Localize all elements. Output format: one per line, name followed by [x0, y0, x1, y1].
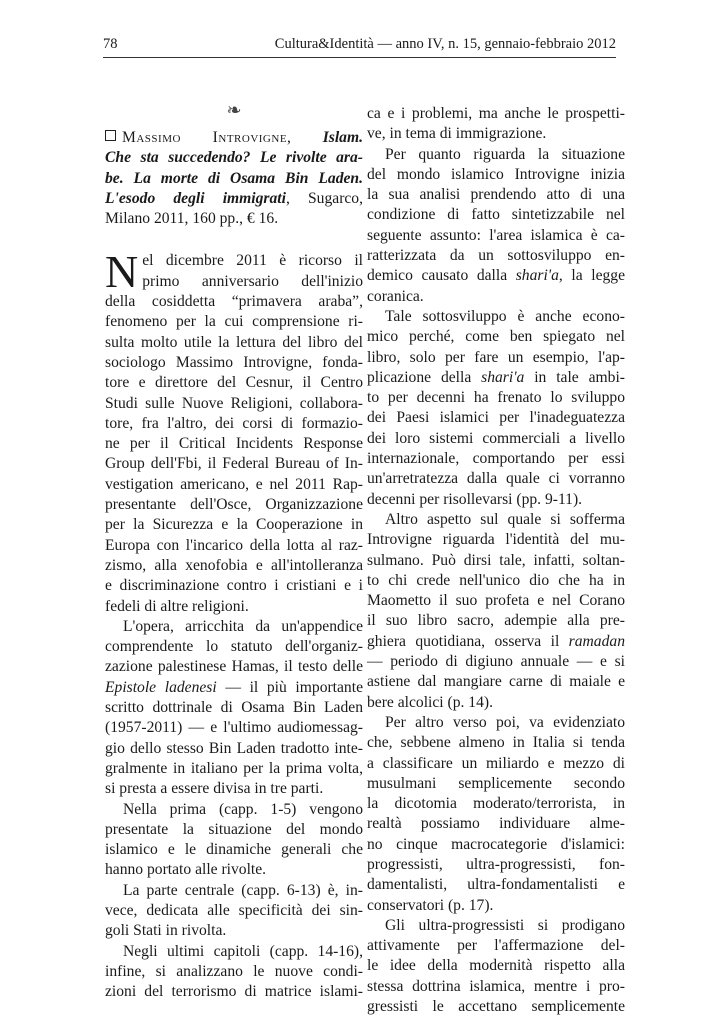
text-line: scritto dottrinale di Osama Bin Laden [105, 699, 363, 717]
text-line: sulmano. Può dirsi tale, infatti, soltan- [367, 551, 625, 569]
text-line: condizione di fatto sintetizzabile nel [367, 206, 625, 224]
text-line: sulta molto utile la lettura del libro del [105, 333, 363, 351]
text-line: stessa dottrina islamica, mentre i pro- [367, 977, 625, 995]
dropcap: N [105, 246, 139, 298]
text-line: Europa con l'incarico della lotta al raz- [105, 536, 363, 554]
text-line: zazione palestinese Hamas, il testo delle [105, 658, 363, 676]
text-line: — periodo di digiuno annuale — e si [367, 653, 625, 671]
text-line: islamico e le dinamiche generali che [105, 841, 363, 859]
paragraph [367, 104, 625, 145]
text-line: che, sebbene almeno in Italia si tenda [367, 734, 625, 752]
text-line: primo anniversario dell'inizio [142, 272, 363, 290]
text-line: Negli ultimi capitoli (capp. 14-16), [123, 942, 363, 960]
text-line: presentante dell'Osce, Organizzazione [105, 496, 363, 514]
text-line: progressisti, ultra-progressisti, fon- [367, 855, 625, 873]
text-line: to per decenni ha frenato lo sviluppo [367, 389, 625, 407]
text-line: gio dello stesso Bin Laden tradotto inte- [105, 739, 363, 757]
book-author: Massimo Introvigne, [122, 129, 292, 146]
text-line [367, 632, 625, 652]
text-fragment: ghiera quotidiana, osserva il [367, 632, 569, 650]
book-details: Milano 2011, 160 pp., € 16. [105, 210, 279, 228]
text-line: dei loro sistemi commerciali a livello [367, 429, 625, 447]
book-reference [105, 128, 363, 229]
paragraph [105, 246, 363, 616]
text-line: realtà possiamo individuare alme- [367, 815, 625, 833]
text-line: comprendente lo statuto dell'organiz- [105, 638, 363, 656]
text-line: La parte centrale (capp. 6-13) è, in- [123, 881, 363, 899]
paragraph [105, 617, 363, 800]
text-line: Maometto il suo profeta e nel Corano [367, 592, 625, 610]
text-line: hanno portato alle rivolte. [105, 861, 267, 879]
right-column [367, 104, 625, 1017]
text-line: il suo libro sacro, adempie alla pre- [367, 612, 625, 630]
text-line: presentate la situazione del mondo [105, 820, 363, 838]
text-line: goli Stati in rivolta. [105, 922, 227, 940]
text-line: infine, si analizzano le nuove condi- [105, 962, 363, 980]
left-column [105, 100, 363, 1002]
text-line: la sua analisi prendendo atto di una [367, 186, 625, 204]
text-line: to chi crede nell'unico dio che ha in [367, 571, 625, 589]
text-line: un'arretratezza dalla quale ci vorranno [367, 470, 625, 488]
text-line: no cinque macrocategorie d'islamici: [367, 835, 625, 853]
text-line: attivamente per l'affermazione del- [367, 937, 625, 955]
text-fragment: in tale ambi- [524, 368, 625, 386]
italic-term: shari'a [481, 368, 525, 386]
text-fragment: , la legge [558, 267, 626, 285]
paragraph [367, 713, 625, 916]
text-line: le idee della modernità rispetto alla [367, 957, 625, 975]
text-line: libro, solo per fare un esempio, l'ap- [367, 348, 625, 366]
text-line: conservatori (p. 17). [367, 896, 494, 914]
text-line: Introvigne riguarda l'identità del mu- [367, 531, 625, 549]
text-line: el dicembre 2011 è ricorso il [142, 252, 363, 270]
text-line: sociologo Massimo Introvigne, fonda- [105, 353, 363, 371]
book-title-line: Che sta succedendo? Le rivolte ara- [105, 149, 363, 167]
paragraph [105, 800, 363, 881]
paragraph [367, 510, 625, 713]
text-fragment: plicazione della [367, 368, 482, 386]
text-line: la dicotomia moderato/terrorista, in [367, 795, 625, 813]
text-line: decenni per risollevarsi (pp. 9-11). [367, 490, 583, 508]
book-publisher: , Sugarco, [285, 189, 364, 207]
text-line: Studi sulle Nuove Religioni, collabora- [105, 394, 363, 412]
text-line: fedeli di altre religioni. [105, 597, 249, 615]
text-line: si presta a essere divisa in tre parti. [105, 780, 324, 798]
italic-term: shari'a [515, 267, 559, 285]
text-line: Tale sottosviluppo è anche econo- [385, 307, 625, 325]
fleuron-ornament-icon: ❧ [226, 100, 242, 120]
header-rule [103, 57, 616, 58]
text-line: ve, in tema di immigrazione. [367, 125, 547, 143]
paragraph [367, 145, 625, 307]
paragraph [105, 942, 363, 1003]
text-line: a classificare un miliardo e mezzo di [367, 754, 625, 772]
paragraph [105, 881, 363, 942]
text-line: dei Paesi islamici per l'inadeguatezza [367, 409, 625, 427]
text-line: vestigation americano, e nel 2011 Rap- [105, 475, 363, 493]
text-line: tore e direttore del Cesnur, il Centro [105, 374, 363, 392]
text-line: Per quanto riguarda la situazione [385, 145, 625, 163]
text-fragment: — il più importante [216, 678, 363, 696]
text-line: seguente assunto: l'area islamica è ca- [367, 226, 625, 244]
italic-term: ramadan [568, 632, 625, 650]
paragraph [367, 916, 625, 1017]
text-line: bere alcolici (p. 14). [367, 693, 493, 711]
text-line: astiene dal mangiare carne di maiale e [367, 673, 625, 691]
text-line: zismo, alla xenofobia e all'intolleranza [105, 556, 363, 574]
text-line: del mondo islamico Introvigne inizia [367, 165, 625, 183]
text-line: e discriminazione contro i cristiani e i [105, 577, 363, 595]
text-line: musulmani semplicemente secondo [367, 774, 625, 792]
text-line: Nella prima (capp. 1-5) vengono [123, 800, 363, 818]
italic-title: Epistole ladenesi [105, 678, 217, 696]
text-line: gressisti le accettano semplicemente [367, 998, 625, 1016]
book-title-line: L'esodo degli immigrati [105, 189, 286, 207]
running-header [103, 36, 616, 58]
text-line: ne per il Critical Incidents Response [105, 435, 363, 453]
text-line [105, 678, 363, 698]
text-line: ratterizzata da un sottosviluppo en- [367, 247, 625, 265]
text-fragment: demico causato dalla [367, 267, 516, 285]
text-line: per la Sicurezza e la Cooperazione in [105, 516, 363, 534]
page-number: 78 [103, 36, 118, 52]
paragraph [367, 307, 625, 510]
text-line: fenomeno per la cui comprensione ri- [105, 313, 363, 331]
text-line: Gli ultra-progressisti si prodigano [385, 916, 625, 934]
text-line: (1957-2011) — e l'ultimo audiomessag- [105, 719, 363, 737]
running-title: Cultura&Identità — anno IV, n. 15, gennaio-febbraio 2012 [274, 36, 616, 52]
checkbox-square-icon [105, 130, 116, 141]
text-line: tore, fra l'altro, dei corsi di formazio- [105, 414, 363, 432]
text-line [367, 368, 625, 388]
text-line: ca e i problemi, ma anche le prospetti- [367, 105, 625, 122]
text-line: mico perché, come ben spiegato nel [367, 328, 625, 346]
text-line: internazionale, comportando per essi [367, 450, 625, 468]
text-line: vece, dedicata alle specificità dei sin- [105, 901, 363, 919]
text-line: L'opera, arricchita da un'appendice [123, 617, 363, 635]
text-line: damentalisti, ultra-fondamentalisti e [367, 876, 625, 894]
text-line: zioni del terrorismo di matrice islami- [105, 983, 363, 1001]
text-line: della cosiddetta “primavera araba”, [105, 293, 363, 311]
book-title-line: Islam. [322, 129, 363, 146]
text-line: coranica. [367, 287, 424, 305]
text-line: Altro aspetto sul quale si sofferma [385, 510, 625, 528]
text-line [367, 266, 625, 286]
text-line: gralmente in italiano per la prima volta, [105, 759, 363, 777]
text-line: Group dell'Fbi, il Federal Bureau of In- [105, 455, 363, 473]
text-line: Per altro verso poi, va evidenziato [385, 713, 625, 731]
book-title-line: be. La morte di Osama Bin Laden. [105, 169, 363, 187]
